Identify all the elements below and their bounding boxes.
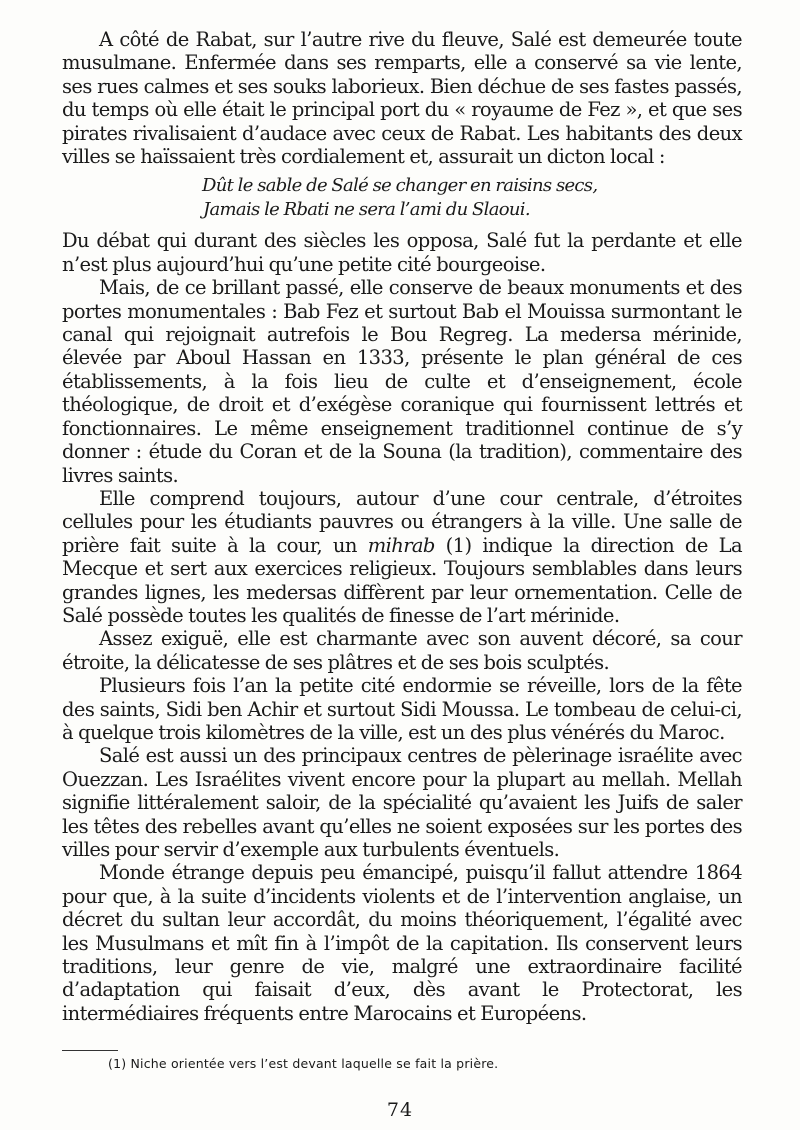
quoted-verse [62, 174, 742, 222]
verse-line-2: Jamais le Rbati ne sera l’ami du Slaoui. [203, 199, 530, 221]
paragraph-1: A côté de Rabat, sur l’autre rive du fleuve, Salé est demeurée toute musulmane. Enfermée dans ses remparts, elle a conservé sa vie lente, ses rues calmes et ses souks laborieux. Bien déchue de ses fastes passés, du temps où elle était le principal port du « royaume de Fez », et que ses pirates rivalisaient d’audace avec ceux de Rabat. Les habitants des deux villes se haïssaient très cordialement et, assurait un dicton local : [62, 28, 742, 169]
verse-line-1: Dût le sable de Salé se changer en raisins secs, [202, 175, 598, 197]
term-mihrab: mihrab [367, 533, 435, 557]
page-body [62, 28, 742, 1025]
paragraph-6: Plusieurs fois l’an la petite cité endormie se réveille, lors de la fête des saints, Sidi ben Achir et surtout Sidi Moussa. Le tombeau de celui-ci, à quelque trois kilomètres de la ville, est un des plus vénérés du Maroc. [62, 674, 742, 744]
paragraph-5: Assez exiguë, elle est charmante avec son auvent décoré, sa cour étroite, la délicatesse de ses plâtres et de ses bois sculptés. [62, 627, 742, 674]
paragraph-2: Du débat qui durant des siècles les opposa, Salé fut la perdante et elle n’est plus aujourd’hui qu’une petite cité bourgeoise. [62, 229, 742, 276]
paragraph-3: Mais, de ce brillant passé, elle conserve de beaux monuments et des portes monumentales : Bab Fez et surtout Bab el Mouissa surmontant le canal qui rejoignait autrefois le Bou Regreg. La medersa mérinide, élevée par Aboul Hassan en 1333, présente le plan général de ces établissements, à la fois lieu de culte et d’enseignement, école théologique, de droit et d’exégèse coranique qui fournissent lettrés et fonctionnaires. Le même enseignement traditionnel continue de s’y donner : étude du Coran et de la Souna (la tradition), commentaire des livres saints. [62, 276, 742, 487]
page-number: 74 [386, 1099, 414, 1121]
paragraph-4-rest: (1) indique la direction de La Mecque et sert aux exercices religieux. Toujours semblables dans leurs grandes lignes, les medersas diffèrent par leur ornementation. Celle de Salé possède toutes les qualités de finesse de l’art mérinide. [62, 533, 742, 627]
paragraph-7: Salé est aussi un des principaux centres de pèlerinage israélite avec Ouezzan. Les Israélites vivent encore pour la plupart au mellah. Mellah signifie littéralement saloir, de la spécialité qu’avaient les Juifs de saler les têtes des rebelles avant qu’elles ne soient exposées sur les portes des villes pour servir d’exemple aux turbulents éventuels. [62, 744, 742, 861]
paragraph-4-start: Elle comprend toujours, autour d’une cour centrale, d’étroites cellules pour les étudiants pauvres ou étrangers à la ville. Une salle de prière fait suite à la cour, un [62, 486, 742, 557]
paragraph-4 [62, 487, 742, 627]
footnote: (1) Niche orientée vers l’est devant laquelle se fait la prière. [108, 1056, 499, 1071]
paragraph-8: Monde étrange depuis peu émancipé, puisqu’il fallut attendre 1864 pour que, à la suite d’incidents violents et de l’intervention anglaise, un décret du sultan leur accordât, du moins théoriquement, l’égalité avec les Musulmans et mît fin à l’impôt de la capitation. Ils conservent leurs traditions, leur genre de vie, malgré une extraordinaire facilité d’adaptation qui faisait d’eux, dès avant le Protectorat, les intermédiaires fréquents entre Marocains et Européens. [62, 861, 742, 1025]
footnote-divider [62, 1050, 118, 1051]
